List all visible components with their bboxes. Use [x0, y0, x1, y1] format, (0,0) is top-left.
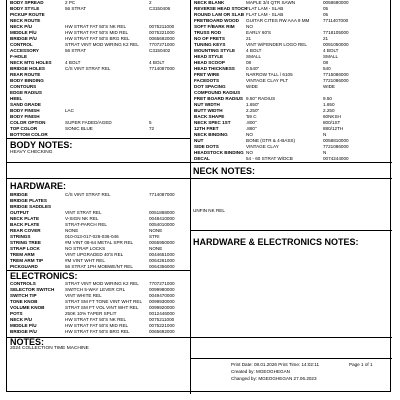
spec-label: HEAD SCOOP [194, 60, 225, 65]
spec-label: NECK PLATE [10, 216, 40, 221]
body-notes-title: BODY NOTES: [10, 140, 73, 150]
spec-part-number: 0074244000 [323, 156, 349, 161]
spec-value: NO [246, 132, 253, 137]
spec-label: TONE KNOB [10, 299, 38, 304]
spec-label: CONTOURS [10, 84, 37, 89]
divider [7, 178, 190, 179]
spec-value: MAPLE 3/4 QTR SAWN [246, 0, 296, 5]
spec-part-number: 0099930000 [149, 299, 175, 304]
spec-part-number: 7707271000 [149, 42, 175, 47]
spec-value: 56 STRAT [65, 48, 87, 53]
body-spec-column [7, 0, 190, 138]
spec-label: BODY SPREAD [10, 0, 44, 5]
spec-label: BRIDGE P/U [10, 329, 37, 334]
spec-value: V-SIGN NK REL [65, 216, 99, 221]
spec-label: SAND GRADE [10, 102, 41, 107]
spec-label: STRING TREE [10, 240, 41, 245]
spec-part-number: 0099980000 [149, 287, 175, 292]
spec-part-number: 5 [149, 120, 152, 125]
spec-value: VINT STRAT REL [65, 210, 102, 215]
spec-label: F-HOLE [10, 54, 28, 59]
spec-value: STRAT SM FT VOL VINT WHT REL [65, 305, 139, 310]
spec-part-number: 0012446000 [149, 311, 175, 316]
spec-part-number: 0058810000 [323, 138, 349, 143]
spec-value: NO [246, 24, 253, 29]
spec-part-number: 05 [323, 12, 329, 17]
spec-value: NARROW TALL / 6105 [246, 72, 293, 77]
spec-part-number: 0075211000 [149, 24, 175, 29]
notes-text: 2024 COLLECTION TIME MACHINE [10, 346, 89, 351]
spec-label: FRET BOARD RADIUS [194, 96, 243, 101]
spec-value: GUITAR CITES RW AAA 9 MM [246, 18, 310, 23]
spec-label: NECK BINDING [194, 132, 228, 137]
spec-part-number: 0064356000 [149, 264, 175, 269]
spec-part-number: 0065950000 [149, 240, 175, 245]
spec-part-number: 9.50 [323, 96, 332, 101]
spec-part-number: 0075221000 [149, 323, 175, 328]
spec-label: HEEL [10, 96, 23, 101]
spec-value: NO STRAP LOCKS [65, 246, 106, 251]
spec-value: 250K 10% TAPER SPLIT [65, 311, 117, 316]
spec-part-number: 7715086000 [323, 72, 349, 77]
changed-by: Changed by: MGEOGHEGAN 27.06.2023 [231, 376, 317, 381]
spec-label: BRIDGE SADDLES [10, 204, 52, 209]
spec-label: 12TH FRET [194, 126, 219, 131]
spec-label: REVERSE HEAD STOCK [194, 6, 248, 11]
spec-value: '59 C [246, 114, 257, 119]
spec-label: REAR COVER [10, 228, 41, 233]
spec-label: NUT WIDTH [194, 102, 220, 107]
created-by: Created by: MGEOGHEGAN [231, 369, 290, 374]
spec-part-number: 0049470000 [149, 293, 175, 298]
spec-row [7, 329, 190, 335]
divider [7, 337, 392, 338]
spec-value: STRAT SM FT TONE VINT WHT REL [65, 299, 142, 304]
spec-part-number: 21 [323, 36, 329, 41]
spec-value: 21 [246, 36, 252, 41]
spec-value: BONE (GTR & 4-BASS) [246, 138, 296, 143]
spec-value: SONIC BLUE [65, 126, 93, 131]
spec-value: SWITCH 5-WAY LEVER CRL [65, 287, 126, 292]
spec-part-number: 60NKSH [323, 114, 341, 119]
spec-label: HEAD THICKNESS [194, 66, 235, 71]
spec-part-number: 0065692000 [149, 36, 175, 41]
spec-label: DOT SPACING [194, 84, 226, 89]
spec-label: CONTROLS [10, 281, 36, 286]
spec-part-number: 4 BOLT [149, 60, 165, 65]
divider [190, 358, 392, 359]
hw-electronics-notes-title: HARDWARE & ELECTRONICS NOTES: [193, 237, 359, 247]
spec-value: STRAT VINT MOD WIRING K2 REL [65, 42, 139, 47]
hardware-list [7, 192, 190, 270]
spec-part-number: NONE [149, 246, 163, 251]
spec-value: 54 - 60 STRAT W/DCB [246, 156, 293, 161]
neck-hardware-row [193, 208, 388, 214]
spec-value: 2 PC [65, 0, 76, 5]
spec-label: ACCESSORY [10, 48, 39, 53]
spec-label: NUT [194, 138, 204, 143]
spec-label: NECK SPEC 1ST [194, 120, 231, 125]
spec-value: .800" [246, 120, 257, 125]
spec-value: STRAT-PARCH REL [65, 222, 107, 227]
spec-part-number: 880/12TH [323, 126, 344, 131]
spec-part-number: 0058680000 [323, 0, 349, 5]
spec-label: REAR ROUTE [10, 72, 41, 77]
spec-label: BACK SHAPE [194, 114, 225, 119]
spec-part-number: 800/1ST [323, 120, 341, 125]
spec-label: BRIDGE PLATES [10, 198, 47, 203]
spec-part-number: N [323, 132, 327, 137]
spec-value: 0.540" [246, 66, 260, 71]
spec-part-number: 0048410000 [149, 216, 175, 221]
spec-label: NECK BLANK [194, 0, 225, 5]
spec-part-number: 7714087000 [149, 192, 175, 197]
spec-value: WIDE [246, 84, 258, 89]
spec-part-number: NONE [149, 228, 163, 233]
spec-part-number: 7718105000 [323, 30, 349, 35]
spec-value: VINT W/FENDER LOGO REL [246, 42, 307, 47]
spec-value: 56 STRAT [65, 6, 87, 11]
spec-part-number: 0054010000 [149, 222, 175, 227]
spec-part-number: 4 BOLT [323, 48, 339, 53]
spec-value: VINT WHITE REL [65, 293, 102, 298]
neck-spec-column [190, 0, 391, 162]
spec-label: SWITCH TIP [10, 293, 37, 298]
vertical-divider [190, 162, 191, 394]
spec-label: OUTPUT [10, 210, 29, 215]
spec-part-number: 0064261000 [149, 258, 175, 263]
spec-value: VINTAGE CLAY [246, 144, 279, 149]
spec-part-number: 08 [323, 60, 329, 65]
spec-label: HEAD STYLE [194, 54, 224, 59]
spec-value: HW STRAT FAT 50'S BRG REL [65, 36, 130, 41]
spec-label: FRET WIRE [194, 72, 220, 77]
spec-part-number: 0075221000 [149, 30, 175, 35]
spec-label: PICKUP ROUTE [10, 12, 45, 17]
spec-label: FACEDOTS [194, 78, 220, 83]
spec-label: HEADSTOCK BINDING [194, 150, 244, 155]
spec-value: HW STRAT FAT 50'S BRG REL [65, 329, 130, 334]
spec-value: HW STRAT FAT 50'S MID REL [65, 30, 129, 35]
neck-hardware-value: UNFIN NK REL [193, 208, 225, 213]
spec-value: VINTAGE CLAY PLT [246, 78, 289, 83]
electronics-list [7, 281, 190, 335]
spec-value: 56 STRAT 1PH MOBWE/NT REL [65, 264, 133, 269]
spec-label: CONTROL [10, 42, 33, 47]
divider [7, 138, 190, 139]
spec-value: LAC [65, 108, 74, 113]
spec-label: EDGE RADIUS [10, 90, 42, 95]
spec-label: MOUNTING STYLE [194, 48, 236, 53]
spec-label: TREM ARM TIP [10, 258, 44, 263]
spec-part-number: 1.650 [323, 102, 335, 107]
spec-label: BOTTOM COLOR [10, 132, 48, 137]
spec-part-number: 0091050000 [323, 42, 349, 47]
spec-label: COMPOUND RADIUS [194, 90, 241, 95]
spec-part-number: 7707271000 [149, 281, 175, 286]
spec-value: HW STRAT FAT 50'S MID REL [65, 323, 129, 328]
spec-label: TOP COLOR [10, 126, 38, 131]
spec-part-number: 0099920000 [149, 305, 175, 310]
spec-part-number: N [323, 150, 327, 155]
spec-value: 9.50" RADIUS [246, 96, 276, 101]
spec-label: STRAP LOCK [10, 246, 40, 251]
spec-value: #M VINT 08-64 METAL SPR REL [65, 240, 134, 245]
spec-value: 4 BOLT [246, 48, 262, 53]
spec-value: C/S VINT STRAT REL [65, 192, 111, 197]
spec-label: BODY FINISH [10, 108, 40, 113]
spec-value: FLAT LAM - SLAB [246, 6, 284, 11]
spec-sheet-frame [6, 0, 391, 392]
spec-label: SOFT F/BARK RIM [194, 24, 235, 29]
spec-label: NECK P/U [10, 317, 32, 322]
spec-label: TREM ARM [10, 252, 35, 257]
spec-part-number: 0044651000 [149, 252, 175, 257]
print-date: Print Date: 08.01.2026 Print Time: 14:02:11 [231, 362, 320, 367]
spec-label: DECAL [194, 156, 210, 161]
spec-value: EARLY 60'S [246, 30, 271, 35]
spec-part-number: 2 [149, 0, 152, 5]
electronics-title: ELECTRONICS: [10, 271, 78, 281]
spec-part-number: STRI [149, 234, 160, 239]
divider [7, 162, 392, 163]
spec-part-number: 7714087000 [149, 66, 175, 71]
spec-label: BUTT WIDTH [194, 108, 223, 113]
spec-value: 2.250" [246, 108, 260, 113]
spec-label: TRUSS ROD [194, 30, 222, 35]
spec-label: BACK PLATE [10, 222, 40, 227]
spec-label: FRETBOARD WOOD [194, 18, 239, 23]
spec-value: 4 BOLT [65, 60, 81, 65]
spec-label: POTS [10, 311, 23, 316]
spec-value: SMALL [246, 54, 262, 59]
spec-label: NECK ROUTE [10, 18, 41, 23]
spec-label: STRINGS [10, 234, 31, 239]
spec-label: SIDE DOTS [194, 144, 219, 149]
spec-part-number: WIDE [323, 84, 335, 89]
spec-part-number: 0075211000 [149, 317, 175, 322]
spec-value: HW STRAT FAT 50'S NK REL [65, 24, 127, 29]
spec-label: COLOR OPTION [10, 120, 46, 125]
spec-value: STRAT VINT MOD WIRING K2 REL [65, 281, 139, 286]
spec-value: FLAT LAM - SLAB [246, 12, 284, 17]
spec-label: PICKGUARD [10, 264, 38, 269]
spec-value: 08 [246, 60, 252, 65]
spec-label: ROUND LAM OR SLAB [194, 12, 245, 17]
spec-label: NECK MTG HOLES [10, 60, 52, 65]
spec-value: NONE [65, 228, 79, 233]
spec-label: NECK P/U [10, 24, 32, 29]
spec-part-number: 7721086000 [323, 144, 349, 149]
spec-label: NO OF FRETS [194, 36, 225, 41]
spec-label: VOLUME KNOB [10, 305, 45, 310]
spec-label: BODY STYLE [10, 6, 40, 11]
spec-label: BRIDGE [10, 192, 28, 197]
spec-part-number: C3150406 [149, 6, 171, 11]
divider [190, 178, 392, 179]
page-number: Page 1 of 1 [349, 362, 373, 367]
spec-part-number: 72 [149, 126, 155, 131]
spec-label: BODY FINISH [10, 114, 40, 119]
spec-part-number: 7711407000 [323, 18, 349, 23]
spec-value: HW STRAT FAT 50'S NK REL [65, 317, 127, 322]
spec-part-number: 0051868000 [149, 210, 175, 215]
spec-label: MIDDLE P/U [10, 30, 37, 35]
spec-part-number: 05 [323, 6, 329, 11]
spec-label: MIDDLE P/U [10, 323, 37, 328]
spec-label: BRIDGE P/U [10, 36, 37, 41]
divider [190, 230, 392, 231]
spec-label: BRIDGE HOLES [10, 66, 45, 71]
hardware-title: HARDWARE: [10, 181, 66, 191]
spec-value: .880" [246, 126, 257, 131]
spec-value: C/S VINT STRAT REL [65, 66, 111, 71]
spec-part-number: 7721086000 [323, 78, 349, 83]
spec-value: SUPER FADED/AGED [65, 120, 112, 125]
spec-label: TUNING KEYS [194, 42, 226, 47]
body-notes-text: HEAVY CHECKING [10, 150, 53, 155]
spec-label: SELECTOR SWITCH [10, 287, 55, 292]
spec-label: BODY BINDING [10, 78, 44, 83]
spec-part-number: 2.250 [323, 108, 335, 113]
spec-value: 010-013-017-026-036-046 [65, 234, 119, 239]
neck-notes-title: NECK NOTES: [193, 166, 256, 176]
spec-part-number: SMALL [323, 54, 339, 59]
spec-value: NO [246, 150, 253, 155]
spec-value: 1.650" [246, 102, 260, 107]
spec-part-number: 540 [323, 66, 331, 71]
spec-value: #M VINT WHT REL [65, 258, 105, 263]
notes-title: NOTES: [10, 337, 45, 347]
spec-part-number: C3150402 [149, 48, 171, 53]
spec-part-number: 0065692000 [149, 329, 175, 334]
spec-value: VINT UPGRADED 40'S REL [65, 252, 124, 257]
